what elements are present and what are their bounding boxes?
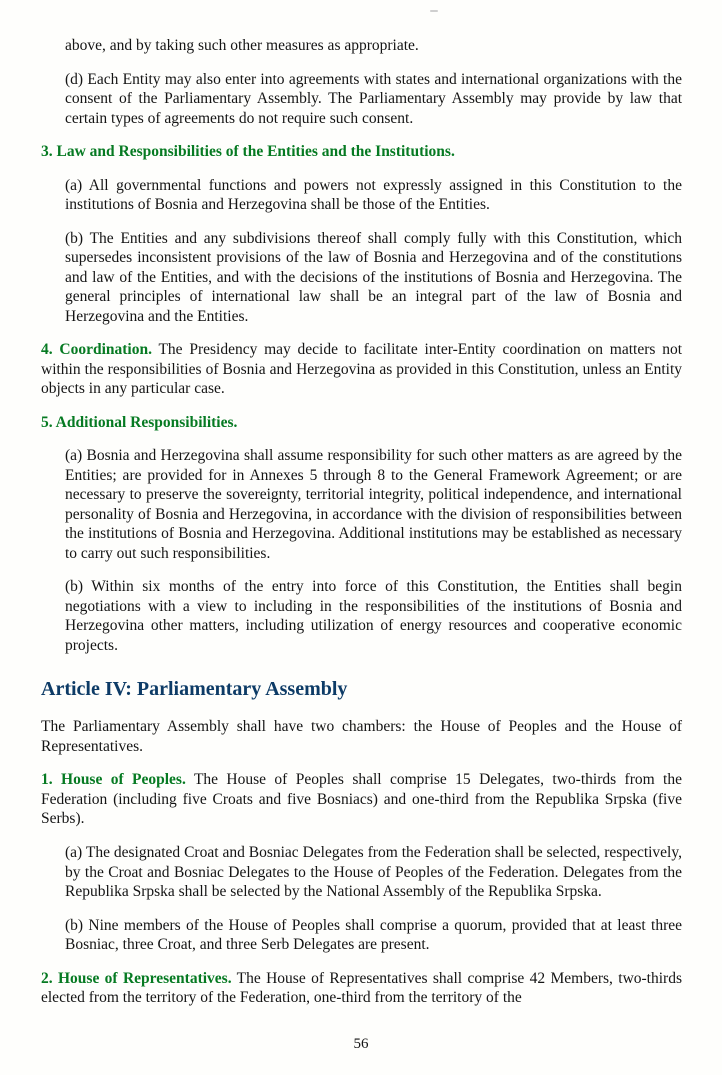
section-5-paragraph-a: (a) Bosnia and Herzegovina shall assume responsibility for such other matters as are agreed by the Entities; are provided for in Annexes 5 through 8 to the General Framework Agreement; or are necessary to preserve the sovereignty, territorial integrity, political independence, and international personality of Bosnia and Herzegovina, in accordance with the division of responsibilities between the institutions of Bosnia and Herzegovina. Additional institutions may be established as necessary to carry out such responsibilities. <box>65 447 682 562</box>
section-3-paragraph-a: (a) All governmental functions and powers not expressly assigned in this Constitution to the institutions of Bosnia and Herzegovina shall be those of the Entities. <box>65 176 682 214</box>
paragraph-d: (d) Each Entity may also enter into agreements with states and international organizations with the consent of the Parliamentary Assembly. The Parliamentary Assembly may provide by law that certain types of agreements do not require such consent. <box>65 70 682 127</box>
section-4-lead: 4. Coordination. <box>41 341 152 359</box>
section-1-paragraph-a: (a) The designated Croat and Bosniac Delegates from the Federation shall be selected, respectively, by the Croat and Bosniac Delegates to the House of Peoples of the Federation. Delegates from the Republika Srpska shall be selected by the National Assembly of the Republika Srpska. <box>65 843 682 901</box>
section-1-text: The House of Peoples shall comprise 15 Delegates, two-thirds from the Federation (including five Croats and five Bosniacs) and one-third from the Republika Srpska (five Serbs). <box>41 771 682 828</box>
section-5-paragraph-b: (b) Within six months of the entry into force of this Constitution, the Entities shall begin negotiations with a view to including in the responsibilities of the institutions of Bosnia and Herzegovina other matters, including utilization of energy resources and cooperative economic projects. <box>65 578 682 654</box>
page-number: 56 <box>353 1036 369 1052</box>
section-1-paragraph-b: (b) Nine members of the House of Peoples shall comprise a quorum, provided that at least three Bosniac, three Croat, and three Serb Delegates are present. <box>65 916 682 954</box>
section-1-lead: 1. House of Peoples. <box>41 771 186 789</box>
article-iv-intro-paragraph: The Parliamentary Assembly shall have two chambers: the House of Peoples and the House of Representatives. <box>41 718 682 755</box>
section-3-paragraph-b: (b) The Entities and any subdivisions thereof shall comply fully with this Constitution, which supersedes inconsistent provisions of the law of Bosnia and Herzegovina and of the constitutions and law of the Entities, and with the decisions of the institutions of Bosnia and Herzegovina. The general principles of international law shall be an integral part of the law of Bosnia and Herzegovina and the Entities. <box>65 229 682 325</box>
paragraph-continuation: above, and by taking such other measures as appropriate. <box>65 37 419 54</box>
section-2-paragraph <box>41 969 682 1008</box>
section-1-paragraph <box>41 770 682 829</box>
section-5-heading: 5. Additional Responsibilities. <box>41 413 238 431</box>
section-2-text: The House of Representatives shall comprise 42 Members, two-thirds elected from the territory of the Federation, one-third from the territory of the <box>41 969 682 1007</box>
section-4-text: The Presidency may decide to facilitate inter-Entity coordination on matters not within the responsibilities of Bosnia and Herzegovina as provided in this Constitution, unless an Entity objects in any particular case. <box>41 341 683 398</box>
section-4-paragraph <box>41 340 682 399</box>
section-2-lead: 2. House of Representatives. <box>41 969 232 987</box>
section-3-heading: 3. Law and Responsibilities of the Entities and the Institutions. <box>41 143 455 161</box>
article-iv-title: Article IV: Parliamentary Assembly <box>41 678 348 701</box>
scan-artifact <box>430 10 438 12</box>
